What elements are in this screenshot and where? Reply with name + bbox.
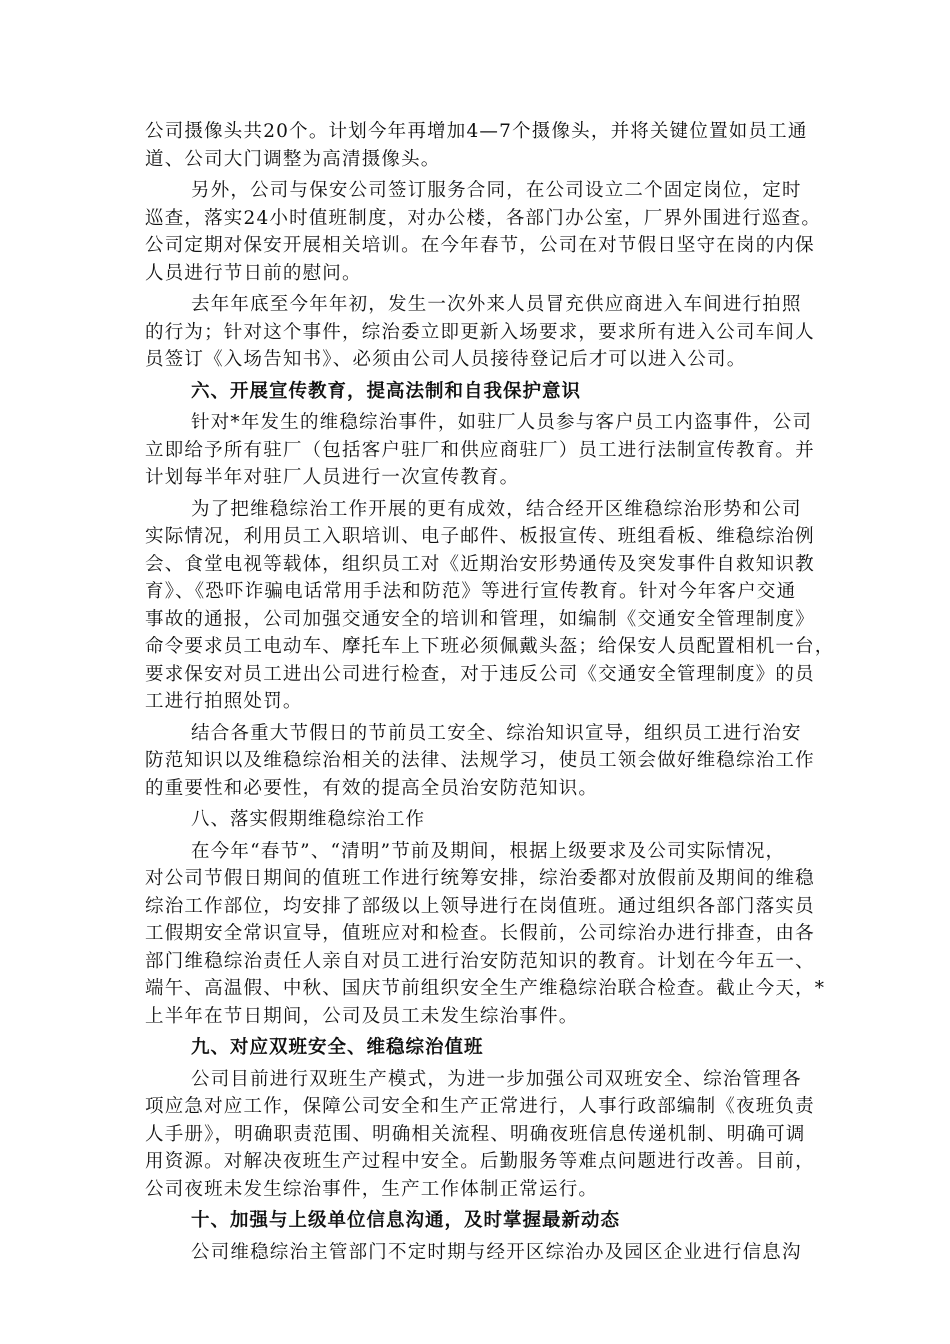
paragraph-line: 对公司节假日期间的值班工作进行统筹安排，综治委都对放假前及期间的维稳 xyxy=(145,868,815,889)
paragraph-line: 实际情况，利用员工入职培训、电子邮件、板报宣传、班组看板、维稳综治例 xyxy=(145,526,815,547)
paragraph-line: 工假期安全常识宣导，值班应对和检查。长假前，公司综治办进行排查，由各 xyxy=(145,923,815,944)
paragraph-line: 结合各重大节假日的节前员工安全、综治知识宣导，组织员工进行治安 xyxy=(191,722,802,744)
paragraph-line: 要求保安对员工进出公司进行检查，对于违反公司《交通安全管理制度》的员 xyxy=(145,663,815,685)
paragraph-line: 会、食堂电视等载体，组织员工对《近期治安形势通传及突发事件自救知识教 xyxy=(145,553,815,575)
paragraph-line: 去年年底至今年年初，发生一次外来人员冒充供应商进入车间进行拍照 xyxy=(191,294,802,315)
paragraph xyxy=(145,1066,815,1204)
paragraph xyxy=(145,177,822,287)
paragraph-line: 命令要求员工电动车、摩托车上下班必须佩戴头盔；给保安人员配置相机一台， xyxy=(145,636,835,657)
paragraph-line: 项应急对应工作，保障公司安全和生产正常进行，人事行政部编制《夜班负责 xyxy=(145,1096,815,1117)
paragraph xyxy=(145,496,835,716)
paragraph-line: 的重要性和必要性，有效的提高全员治安防范知识。 xyxy=(145,777,599,799)
paragraph-line: 公司定期对保安开展相关培训。在今年春节，公司在对节假日坚守在岗的内保 xyxy=(145,235,815,256)
paragraph-line: 员签订《入场告知书》、必须由公司人员接待登记后才可以进入公司。 xyxy=(145,349,747,370)
paragraph xyxy=(145,720,815,803)
paragraph-line: 立即给予所有驻厂（包括客户驻厂和供应商驻厂）员工进行法制宣传教育。并 xyxy=(145,439,815,461)
paragraph-line: 事故的通报，公司加强交通安全的培训和管理，如编制《交通安全管理制度》 xyxy=(145,608,815,630)
paragraph-line: 人手册》，明确职责范围、明确相关流程、明确夜班信息传递机制、明确可调 xyxy=(145,1123,806,1145)
paragraph-line: 在今年“春节”、“清明”节前及期间，根据上级要求及公司实际情况， xyxy=(191,840,786,862)
paragraph-line: 公司维稳综治主管部门不定时期与经开区综治办及园区企业进行信息沟 xyxy=(191,1241,802,1263)
paragraph-line: 公司夜班未发生综治事件，生产工作体制正常运行。 xyxy=(145,1178,599,1200)
paragraph-line: 端午、高温假、中秋、国庆节前组织安全生产维稳综治联合检查。截止今天，* xyxy=(145,978,826,999)
document-body xyxy=(145,118,835,1270)
paragraph-line: 防范知识以及维稳综治相关的法律、法规学习，使员工领会做好维稳综治工作 xyxy=(145,750,815,771)
paragraph-line: 为了把维稳综治工作开展的更有成效，结合经开区维稳综治形势和公司 xyxy=(191,498,802,520)
section-heading: 八、落实假期维稳综治工作 xyxy=(191,809,426,830)
paragraph-line: 公司目前进行双班生产模式，为进一步加强公司双班安全、综治管理各 xyxy=(191,1068,802,1090)
paragraph xyxy=(145,118,815,173)
paragraph-line: 针对*年发生的维稳综治事件，如驻厂人员参与客户员工内盗事件，公司 xyxy=(191,412,813,433)
paragraph-line: 工进行拍照处罚。 xyxy=(145,691,303,712)
paragraph-line: 部门维稳综治责任人亲自对员工进行治安防范知识的教育。计划在今年五一、 xyxy=(145,950,815,972)
paragraph-line: 上半年在节日期间，公司及员工未发生综治事件。 xyxy=(145,1005,579,1027)
paragraph xyxy=(145,838,826,1031)
paragraph-line: 的行为；针对这个事件，综治委立即更新入场要求，要求所有进入公司车间人 xyxy=(145,321,815,343)
paragraph-line: 人员进行节日前的慰问。 xyxy=(145,262,362,284)
paragraph-line: 计划每半年对驻厂人员进行一次宣传教育。 xyxy=(145,467,520,488)
section-heading: 六、开展宣传教育，提高法制和自我保护意识 xyxy=(191,380,582,402)
section-heading: 十、加强与上级单位信息沟通，及时掌握最新动态 xyxy=(191,1210,621,1231)
paragraph-line: 用资源。对解决夜班生产过程中安全。后勤服务等难点问题进行改善。目前， xyxy=(145,1151,815,1172)
paragraph-line: 另外，公司与保安公司签订服务合同，在公司设立二个固定岗位，定时 xyxy=(191,180,802,201)
paragraph-line: 公司摄像头共20个。计划今年再增加4—7个摄像头，并将关键位置如员工通 xyxy=(145,121,808,142)
paragraph-line: 巡查，落实24小时值班制度，对办公楼，各部门办公室，厂界外围进行巡查。 xyxy=(145,207,822,229)
paragraph xyxy=(145,409,815,492)
paragraph-line: 育》、《恐吓诈骗电话常用手法和防范》等进行宣传教育。针对今年客户交通 xyxy=(145,581,797,602)
paragraph xyxy=(145,1239,815,1267)
paragraph-line: 道、公司大门调整为高清摄像头。 xyxy=(145,148,441,170)
paragraph-line: 综治工作部位，均安排了部级以上领导进行在岗值班。通过组织各部门落实员 xyxy=(145,895,815,917)
paragraph xyxy=(145,291,815,374)
section-heading: 九、对应双班安全、维稳综治值班 xyxy=(191,1037,484,1058)
